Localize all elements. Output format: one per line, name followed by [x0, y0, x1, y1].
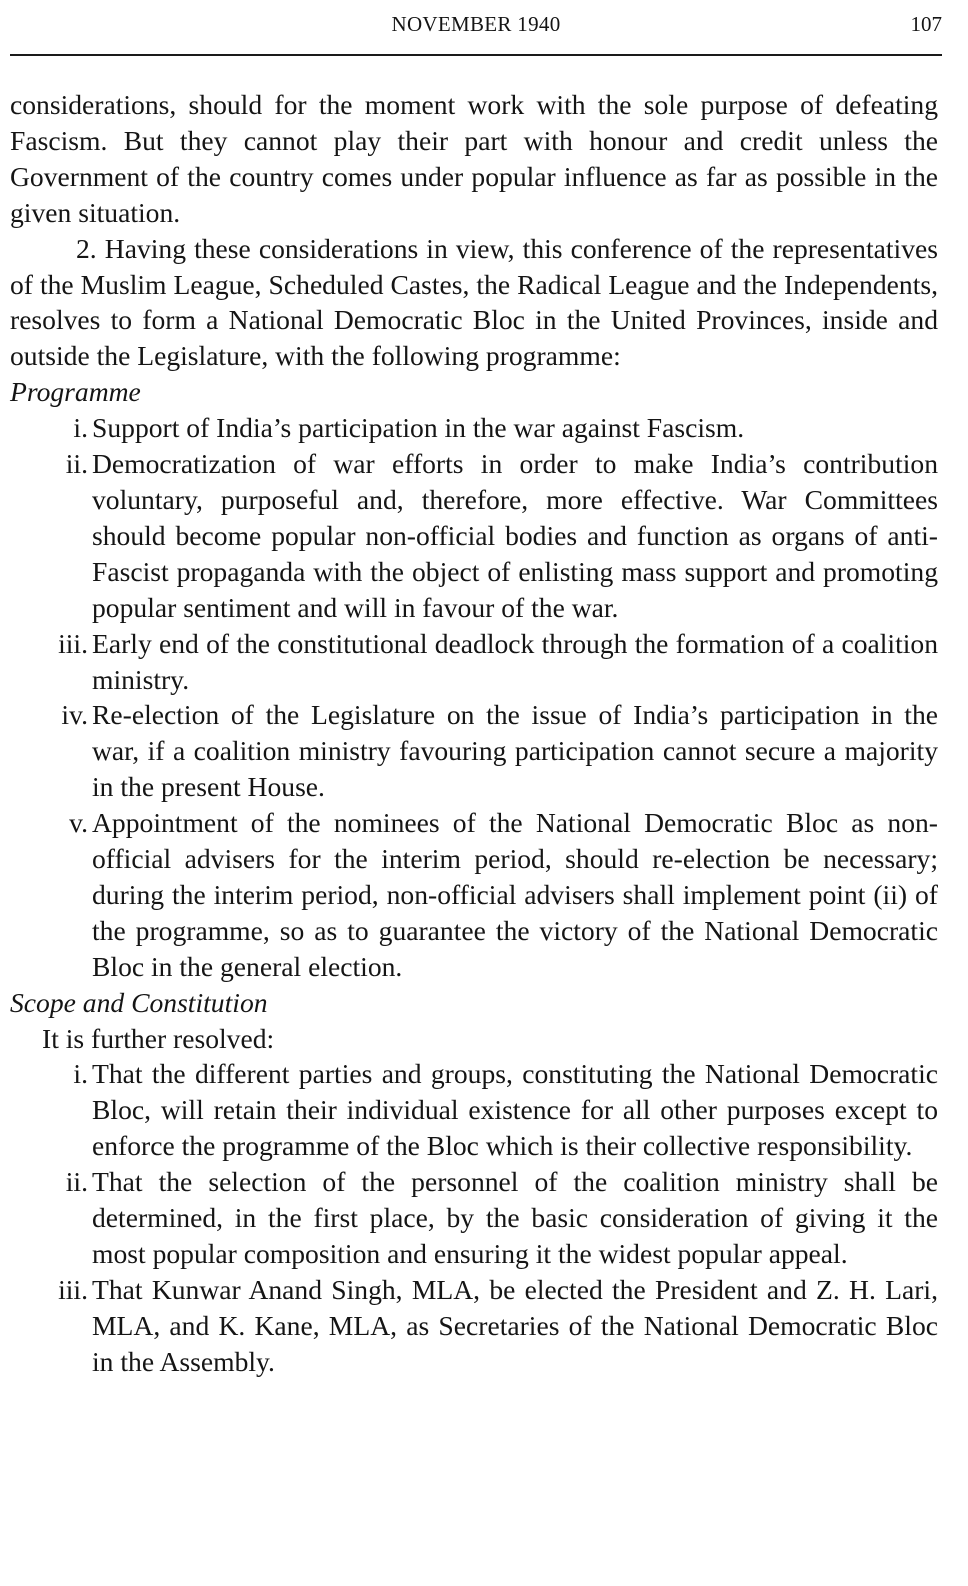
scope-heading: Scope and Constitution [10, 986, 268, 1018]
programme-item-label: iv. [61, 699, 88, 731]
programme-item-label: i. [73, 412, 88, 444]
running-header [10, 8, 942, 42]
running-header-title: NOVEMBER 1940 [391, 12, 561, 36]
page-number: 107 [910, 12, 942, 36]
scope-item-label: iii. [58, 1273, 88, 1305]
scope-intro: It is further resolved: [42, 1022, 275, 1054]
programme-item-label: iii. [58, 627, 88, 659]
programme-list [10, 410, 938, 985]
programme-item [10, 410, 938, 446]
programme-item-text: Support of India’s participation in the war against Fascism. [92, 412, 745, 444]
paragraph-continuation: considerations, should for the moment work with the sole purpose of defeating Fascism. But they cannot play their part with honour and credit unless the Government of the country comes under popular influence as far as possible in the given situation. [10, 89, 938, 228]
scope-list [10, 1056, 938, 1379]
programme-item [10, 446, 938, 626]
paragraph-resolution-2: 2. Having these considerations in view, this conference of the representatives of the Muslim League, Scheduled Castes, the Radical League and the Independents, resolves to form a National Democratic Bloc in the United Provinces, inside and outside the Legislature, with the following programme: [10, 232, 938, 372]
scope-item-text: That Kunwar Anand Singh, MLA, be elected the President and Z. H. Lari, MLA, and K. Kane, MLA, as Secretaries of the National Democratic Bloc in the Assembly. [92, 1273, 938, 1377]
programme-item-text: Democratization of war efforts in order to make India’s contribution voluntary, purposeful and, therefore, more effective. War Committees should become popular non-official bodies and function as organs of anti-Fascist propaganda with the object of enlisting mass support and promoting popular sentiment and will in favour of the war. [92, 448, 938, 623]
scope-item [10, 1056, 938, 1164]
programme-item-text: Re-election of the Legislature on the issue of India’s participation in the war, if a coalition ministry favouring participation cannot secure a majority in the present House. [92, 699, 938, 803]
programme-item-label: v. [69, 807, 88, 839]
programme-item-text: Appointment of the nominees of the National Democratic Bloc as non-official advisers for the interim period, should re-election be necessary; during the interim period, non-official advisers shall implement point (ii) of the programme, so as to guarantee the victory of the National Democratic Bloc in the general election. [92, 807, 938, 982]
programme-item [10, 697, 938, 805]
scope-item-label: ii. [65, 1166, 88, 1198]
programme-heading: Programme [10, 376, 141, 408]
programme-item-label: ii. [65, 448, 88, 480]
scope-item [10, 1272, 938, 1380]
header-rule [10, 54, 942, 56]
body-text [10, 87, 938, 1380]
scope-item-text: That the selection of the personnel of the coalition ministry shall be determined, in the first place, by the basic consideration of giving it the most popular composition and ensuring it the widest popular appeal. [92, 1166, 938, 1269]
scope-item-label: i. [73, 1058, 88, 1090]
scope-item [10, 1164, 938, 1272]
programme-item-text: Early end of the constitutional deadlock through the formation of a coalition ministry. [92, 627, 938, 695]
programme-item [10, 626, 938, 698]
programme-item [10, 805, 938, 985]
scope-item-text: That the different parties and groups, constituting the National Democratic Bloc, will retain their individual existence for all other purposes except to enforce the programme of the Bloc which is their collective responsibility. [92, 1058, 938, 1162]
